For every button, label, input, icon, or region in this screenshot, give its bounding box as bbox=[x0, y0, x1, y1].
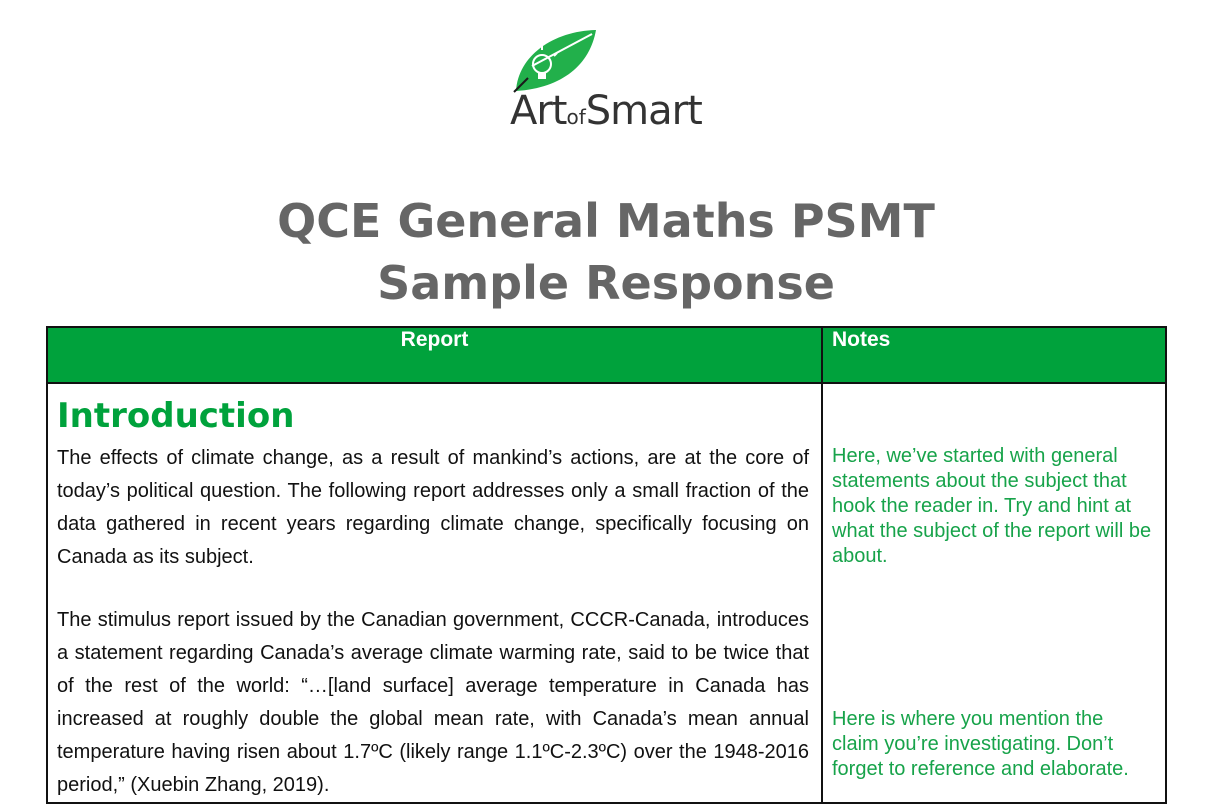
report-cell bbox=[47, 383, 822, 803]
report-paragraph-2: The stimulus report issued by the Canadian government, CCCR-Canada, introduces a statement regarding Canada’s average climate warming rate, said to be twice that of the rest of the world: “…[land surface] average temperature in Canada has increased at roughly double the global mean rate, with Canada’s mean annual temperature having risen about 1.7ºC (likely range 1.1ºC-2.3ºC) over the 1948-2016 period,” (Xuebin Zhang, 2019). bbox=[57, 609, 809, 796]
title-line-2: Sample Response bbox=[377, 256, 835, 310]
art-of-smart-logo bbox=[508, 26, 708, 136]
report-column-header: Report bbox=[47, 327, 822, 383]
table-header-row bbox=[47, 327, 1166, 383]
report-paragraph-1: The effects of climate change, as a result of mankind’s actions, are at the core of today’s political question. The following report addresses only a small fraction of the data gathered in recent years regarding climate change, specifically focusing on Canada as its subject. bbox=[57, 447, 809, 568]
brand-wordmark: ArtofSmart bbox=[510, 88, 702, 134]
table-row bbox=[47, 383, 1166, 803]
note-2: Here is where you mention the claim you’re investigating. Don’t forget to reference and elaborate. bbox=[832, 708, 1129, 780]
notes-cell bbox=[822, 383, 1166, 803]
title-line-1: QCE General Maths PSMT bbox=[277, 194, 935, 248]
document-title bbox=[0, 190, 1212, 314]
notes-column-header: Notes bbox=[822, 327, 1166, 383]
note-1: Here, we’ve started with general statements about the subject that hook the reader in. Try and hint at what the subject of the report will be about. bbox=[832, 445, 1152, 567]
sample-response-table bbox=[46, 326, 1167, 804]
introduction-heading: Introduction bbox=[57, 396, 295, 436]
lightbulb-leaf-icon bbox=[508, 26, 708, 96]
